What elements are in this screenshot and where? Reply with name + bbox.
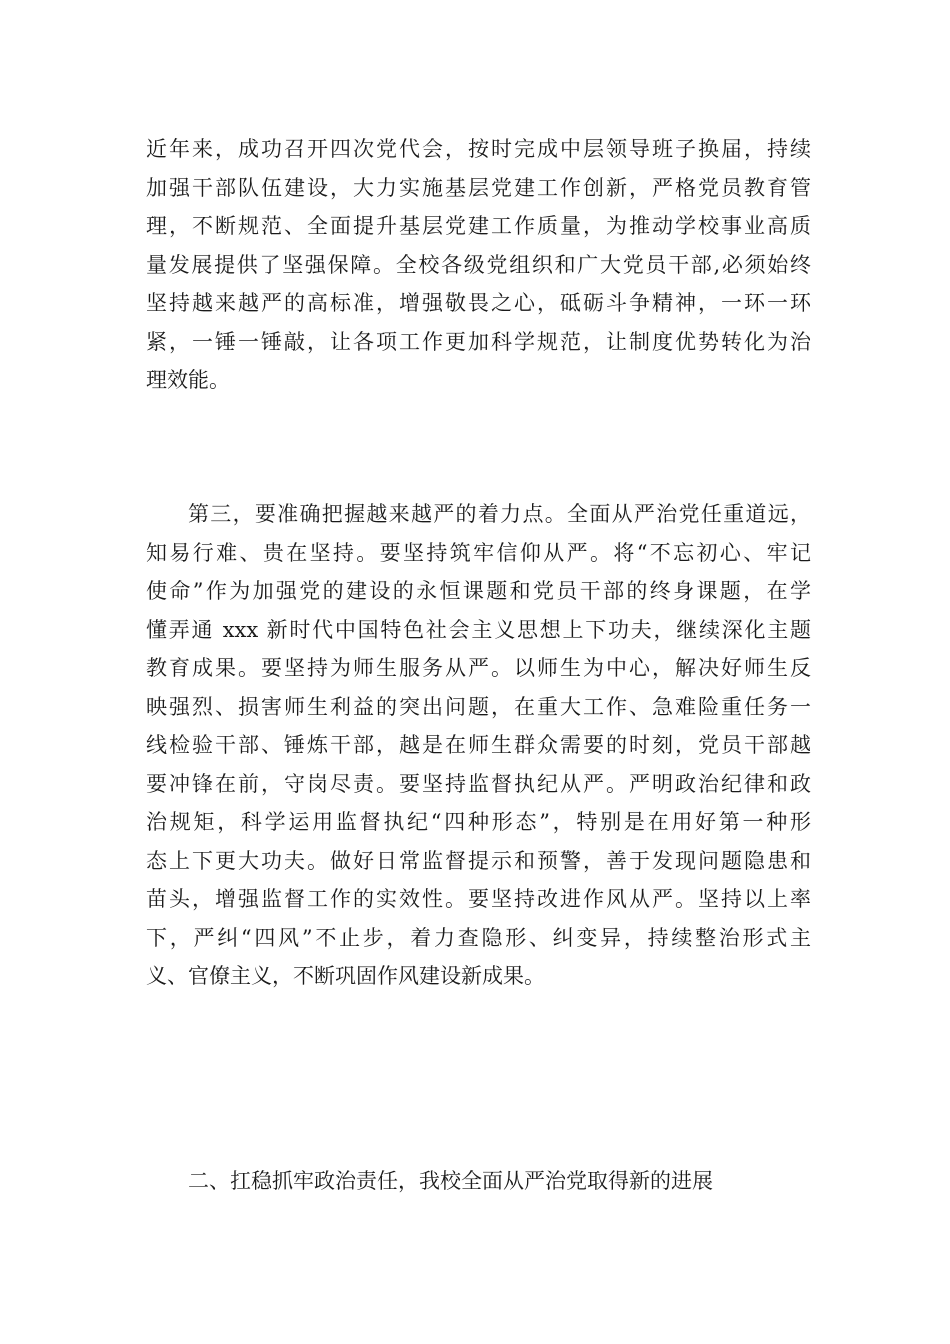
section-heading [146,1162,811,1201]
paragraph-2 [146,495,811,996]
paragraph-line: 苗头，增强监督工作的实效性。要坚持改进作风从严。坚持以上率 [146,887,811,911]
paragraph-line: 义、官僚主义，不断巩固作风建设新成果。 [146,964,545,988]
paragraph-line: 下，严纠“四风”不止步，着力查隐形、纠变异，持续整治形式主 [146,925,811,950]
paragraph-line: 量发展提供了坚强保障。全校各级党组织和广大党员干部,必须始终 [146,252,811,277]
paragraph-line: 使命”作为加强党的建设的永恒课题和党员干部的终身课题，在学 [146,579,811,603]
paragraph-line: 近年来，成功召开四次党代会，按时完成中层领导班子换届，持续 [146,137,811,161]
paragraph-line: 紧，一锤一锤敲，让各项工作更加科学规范，让制度优势转化为治 [146,329,811,354]
heading-line: 二、扛稳抓牢政治责任，我校全面从严治党取得新的进展 [188,1169,713,1193]
paragraph-line: 态上下更大功夫。做好日常监督提示和预警，善于发现问题隐患和 [146,848,811,873]
paragraph-line: 治规矩，科学运用监督执纪“四种形态”，特别是在用好第一种形 [146,810,811,834]
paragraph-line: 懂弄通 xxx 新时代中国特色社会主义思想上下功夫，继续深化主题 [146,617,811,642]
paragraph-line: 教育成果。要坚持为师生服务从严。以师生为中心，解决好师生反 [146,656,811,680]
paragraph-line: 要冲锋在前，守岗尽责。要坚持监督执纪从严。严明政治纪律和政 [146,771,811,796]
paragraph-1 [146,130,811,400]
paragraph-line: 理，不断规范、全面提升基层党建工作质量，为推动学校事业高质 [146,214,811,238]
paragraph-line: 第三，要准确把握越来越严的着力点。全面从严治党任重道远， [188,502,811,526]
paragraph-line: 坚持越来越严的高标准，增强敬畏之心，砥砺斗争精神，一环一环 [146,291,811,315]
paragraph-line: 线检验干部、锤炼干部，越是在师生群众需要的时刻，党员干部越 [146,733,811,757]
paragraph-line: 知易行难、贵在坚持。要坚持筑牢信仰从严。将“不忘初心、牢记 [146,540,811,565]
paragraph-line: 映强烈、损害师生利益的突出问题，在重大工作、急难险重任务一 [146,694,811,719]
paragraph-line: 加强干部队伍建设，大力实施基层党建工作创新，严格党员教育管 [146,175,811,200]
paragraph-line: 理效能。 [146,368,230,392]
